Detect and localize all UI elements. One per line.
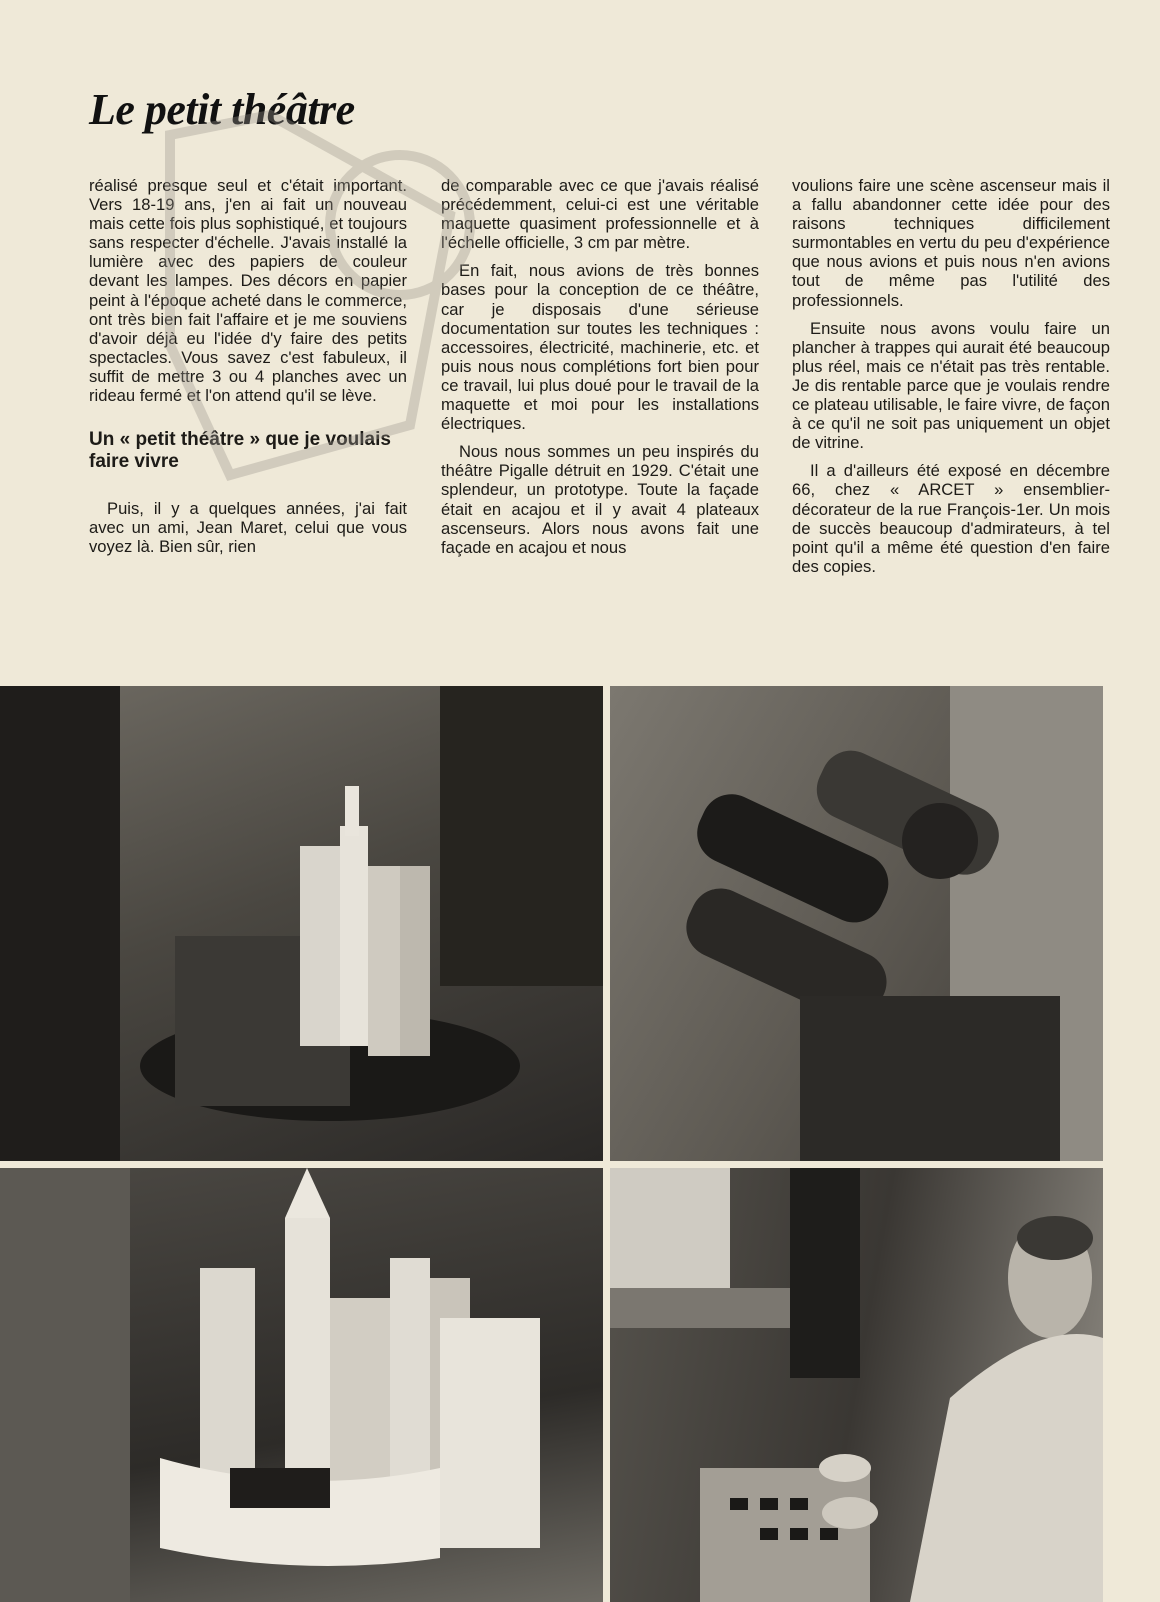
paragraph: Ensuite nous avons voulu faire un plancher à trappes qui aurait été beaucoup plus réel, mais ce n'était pas très rentable. Je dis rentable parce que je voulais rendre ce plateau utilisable, le faire vivre, de façon à ce qu'il ne soit pas uniquement un objet de vitrine. <box>792 318 1110 453</box>
text-column-2 <box>441 176 759 566</box>
text-column-1 <box>89 176 407 565</box>
paragraph: de comparable avec ce que j'avais réalisé précédemment, celui-ci est une véritable maquette quasiment professionnelle et à l'échelle officielle, 3 cm par mètre. <box>441 176 759 253</box>
miniature-skyline-set-photo <box>0 1168 603 1602</box>
paragraph: En fait, nous avions de très bonnes bases pour la conception de ce théâtre, car je disposais d'une sérieuse documentation sur toutes les techniques : accessoires, électricité, machinerie, etc. et puis nous nous complétions fort bien pour ce travail, lui plus doué pour le travail de la maquette et moi pour les installations électriques. <box>441 261 759 434</box>
paragraph: voulions faire une scène ascenseur mais il a fallu abandonner cette idée pour des raisons techniques difficilement surmontables en vertu du peu d'expérience que nous avions et puis nous n'en avions tout de même pas l'utilité des professionnels. <box>792 176 1110 310</box>
paragraph: Il a d'ailleurs été exposé en décembre 66, chez « ARCET » ensemblier-décorateur de la rue François-1er. Un mois de succès beaucoup d'admirateurs, à tel point qu'il a même été question d'en faire des copies. <box>792 461 1110 576</box>
paragraph: réalisé presque seul et c'était important. Vers 18-19 ans, j'en ai fait un nouveau mais cette fois plus sophistiqué, et toujours sans respecter d'échelle. J'avais installé la lumière avec des papiers de couleur devant les lampes. Des décors en papier peint à l'époque acheté dans le commerce, ont très bien fait l'affaire et je me souviens d'avoir déjà eu l'idée d'y faire des petits spectacles. Vous savez c'est fabuleux, il suffit de mettre 3 ou 4 planches avec un rideau fermé et l'on attend qu'il se lève. <box>89 176 407 406</box>
text-column-3 <box>792 176 1110 585</box>
paragraph: Nous nous sommes un peu inspirés du théâtre Pigalle détruit en 1929. C'était une splendeur, un prototype. Toute la façade était en acajou et il y avait 4 plateaux ascenseurs. Alors nous avons fait une façade en acajou et nous <box>441 442 759 557</box>
subheading: Un « petit théâtre » que je voulais faire vivre <box>89 429 391 473</box>
paragraph: Puis, il y a quelques années, j'ai fait avec un ami, Jean Maret, celui que vous voyez là. Bien sûr, rien <box>89 499 407 557</box>
stage-spotlights-photo <box>610 686 1103 1161</box>
man-at-control-panel-photo <box>610 1168 1103 1602</box>
page-title: Le petit théâtre <box>89 85 355 134</box>
miniature-theatre-city-set-photo <box>0 686 603 1161</box>
